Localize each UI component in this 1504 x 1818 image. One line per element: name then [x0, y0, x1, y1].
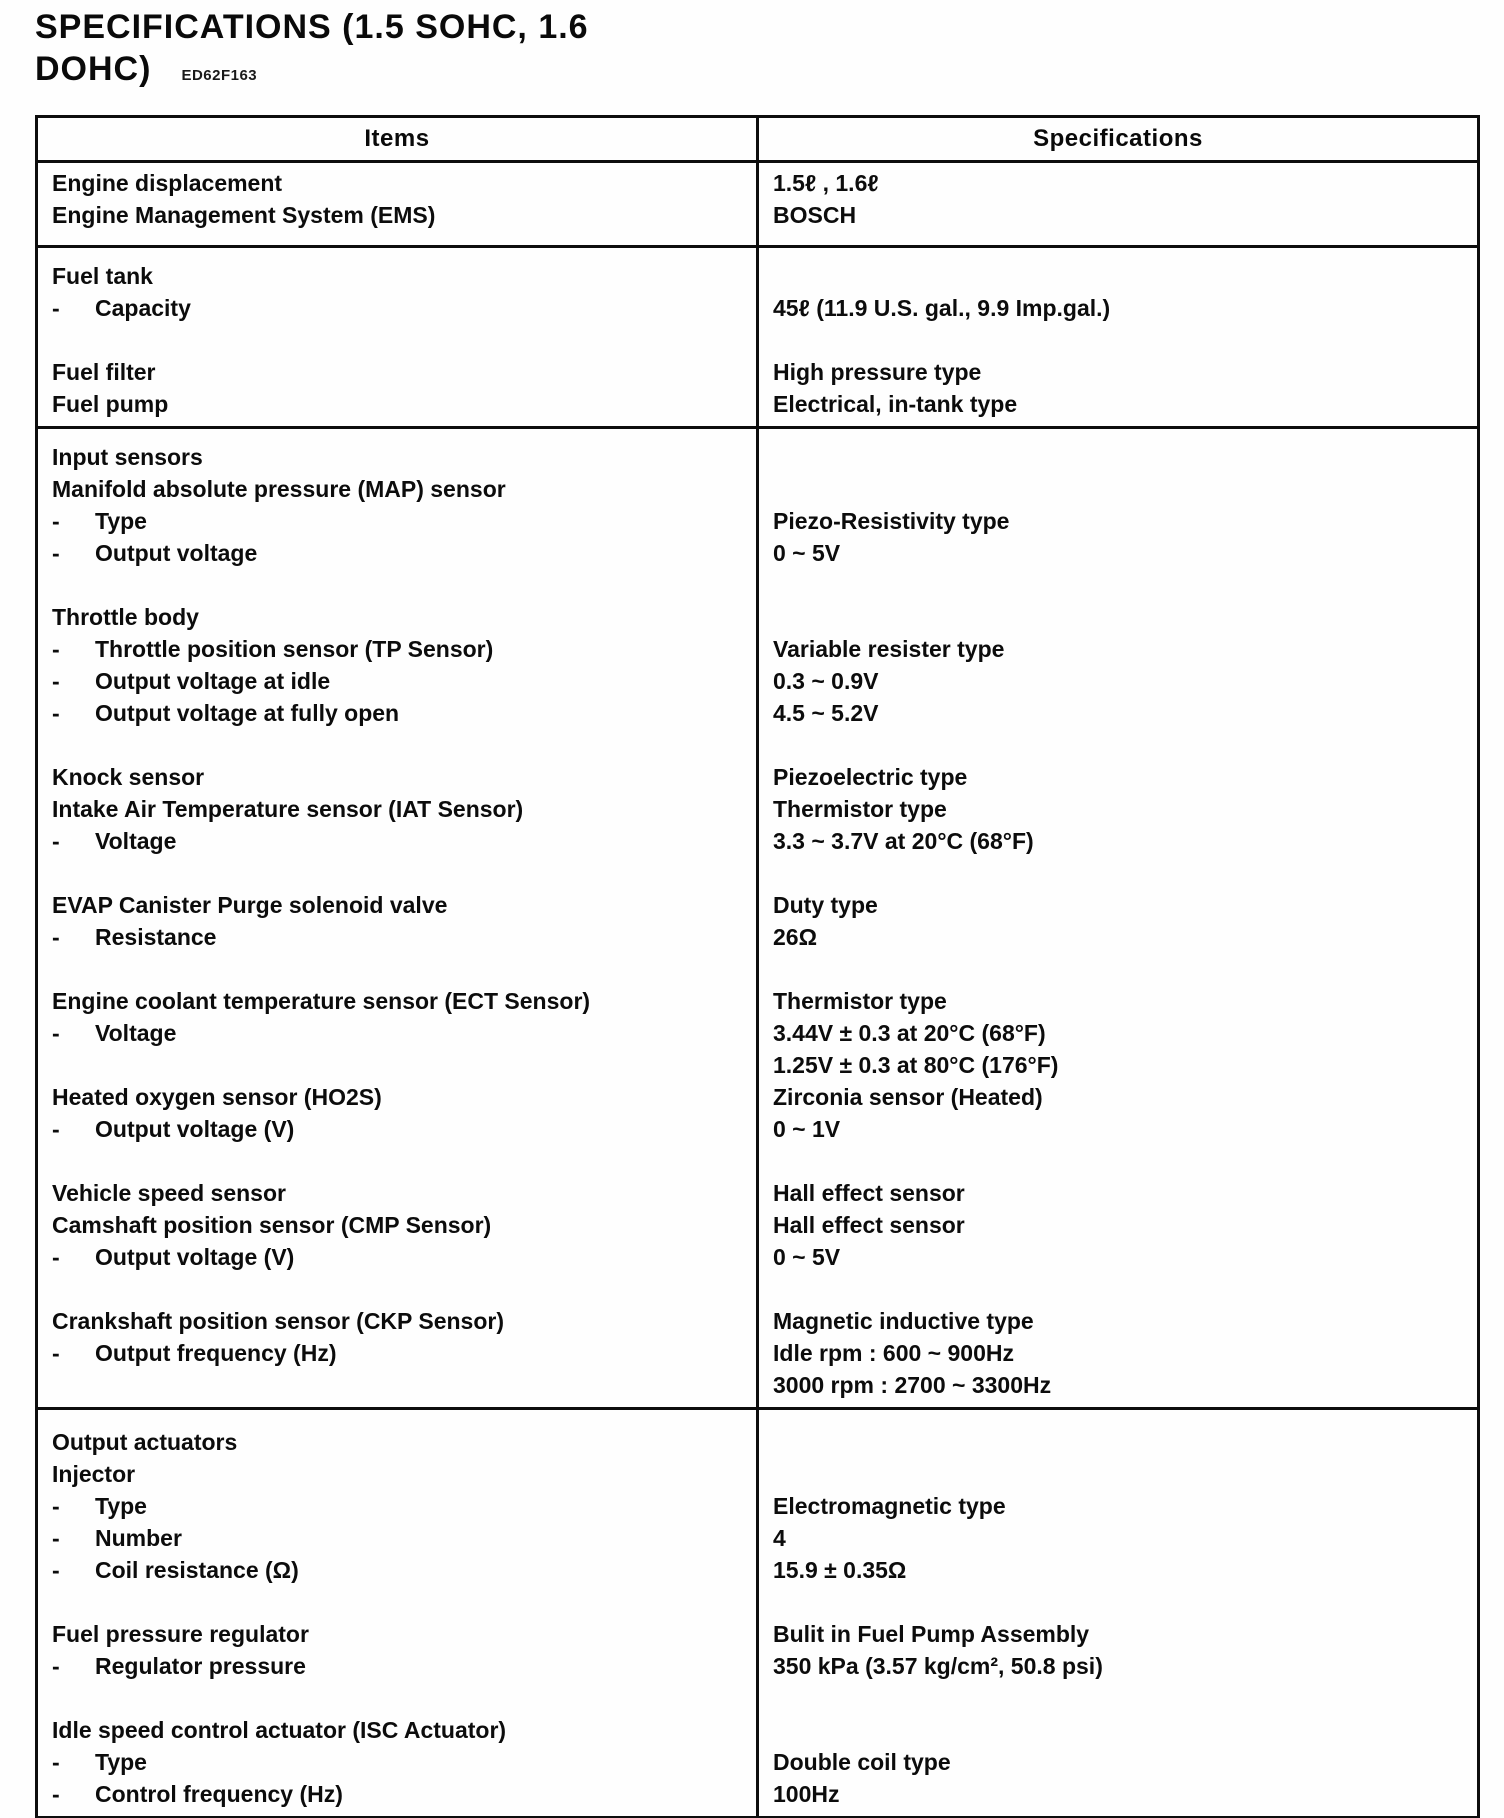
- item-label: Regulator pressure: [95, 1653, 306, 1679]
- spec-line: 3.44V ± 0.3 at 20°C (68°F): [773, 1020, 1046, 1046]
- table-section-engine: [37, 162, 1479, 247]
- item-line: [52, 633, 746, 665]
- item-line: Output actuators: [52, 1429, 238, 1455]
- item-line: Fuel pump: [52, 391, 169, 417]
- item-label: Voltage: [95, 1020, 177, 1046]
- spec-line: Piezoelectric type: [773, 764, 968, 790]
- item-line: [52, 1049, 746, 1081]
- item-line: [52, 1145, 746, 1177]
- item-line: EVAP Canister Purge solenoid valve: [52, 892, 448, 918]
- spec-line: [773, 601, 1467, 633]
- item-line: [52, 921, 746, 953]
- item-label: Capacity: [95, 295, 191, 321]
- spec-line: Hall effect sensor: [773, 1180, 965, 1206]
- spec-line: [773, 569, 1467, 601]
- spec-line: [773, 1145, 1467, 1177]
- item-line: Camshaft position sensor (CMP Sensor): [52, 1212, 492, 1238]
- spec-line: 3000 rpm : 2700 ~ 3300Hz: [773, 1372, 1052, 1398]
- spec-line: [773, 953, 1467, 985]
- item-label: Output voltage at fully open: [95, 700, 400, 726]
- spec-line: BOSCH: [773, 202, 857, 228]
- items-column-header: Items: [37, 117, 758, 162]
- spec-line: 4.5 ~ 5.2V: [773, 700, 879, 726]
- item-label: Type: [95, 508, 147, 534]
- bullet-dash: -: [52, 636, 60, 662]
- items-cell: [37, 162, 758, 247]
- item-line: [52, 1650, 746, 1682]
- item-line: Heated oxygen sensor (HO2S): [52, 1084, 382, 1110]
- specifications-column-header: Specifications: [758, 117, 1479, 162]
- spec-line: 3.3 ~ 3.7V at 20°C (68°F): [773, 828, 1034, 854]
- spec-line: [773, 260, 1467, 292]
- spec-line: [773, 1273, 1467, 1305]
- bullet-dash: -: [52, 1525, 60, 1551]
- item-line: [52, 697, 746, 729]
- spec-line: 100Hz: [773, 1781, 840, 1807]
- spec-line: Bulit in Fuel Pump Assembly: [773, 1621, 1090, 1647]
- item-line: Throttle body: [52, 604, 199, 630]
- bullet-dash: -: [52, 295, 60, 321]
- bullet-dash: -: [52, 924, 60, 950]
- item-line: Fuel pressure regulator: [52, 1621, 309, 1647]
- item-line: [52, 857, 746, 889]
- item-line: [52, 1746, 746, 1778]
- spec-line: [773, 441, 1467, 473]
- item-label: Voltage: [95, 828, 177, 854]
- spec-line: [773, 1458, 1467, 1490]
- specs-cell: [758, 247, 1479, 428]
- bullet-dash: -: [52, 1781, 60, 1807]
- item-line: [52, 953, 746, 985]
- item-line: [52, 324, 746, 356]
- item-line: [52, 665, 746, 697]
- spec-line: Double coil type: [773, 1749, 951, 1775]
- item-line: [52, 1273, 746, 1305]
- spec-line: [773, 729, 1467, 761]
- bullet-dash: -: [52, 1653, 60, 1679]
- spec-line: [773, 1714, 1467, 1746]
- item-line: [52, 1113, 746, 1145]
- items-cell: [37, 428, 758, 1409]
- item-line: Engine Management System (EMS): [52, 202, 436, 228]
- item-line: [52, 1682, 746, 1714]
- spec-line: Magnetic inductive type: [773, 1308, 1034, 1334]
- specs-cell: [758, 1409, 1479, 1818]
- spec-line: 1.5ℓ , 1.6ℓ: [773, 170, 879, 196]
- item-line: [52, 825, 746, 857]
- item-label: Resistance: [95, 924, 217, 950]
- table-header-row: [37, 117, 1479, 162]
- item-line: [52, 729, 746, 761]
- spec-line: [773, 324, 1467, 356]
- spec-line: Duty type: [773, 892, 878, 918]
- bullet-dash: -: [52, 1116, 60, 1142]
- item-line: [52, 1017, 746, 1049]
- spec-line: [773, 857, 1467, 889]
- bullet-dash: -: [52, 668, 60, 694]
- item-line: [52, 1241, 746, 1273]
- page-title-line2: DOHC): [35, 50, 152, 88]
- spec-line: [773, 1682, 1467, 1714]
- item-line: [52, 1554, 746, 1586]
- spec-line: 45ℓ (11.9 U.S. gal., 9.9 Imp.gal.): [773, 295, 1111, 321]
- section-code: ED62F163: [181, 67, 258, 84]
- item-label: Output voltage at idle: [95, 668, 331, 694]
- spec-line: Hall effect sensor: [773, 1212, 965, 1238]
- page-title: [35, 6, 589, 90]
- item-line: Fuel tank: [52, 263, 153, 289]
- item-line: Fuel filter: [52, 359, 156, 385]
- item-line: [52, 505, 746, 537]
- spec-line: Zirconia sensor (Heated): [773, 1084, 1043, 1110]
- spec-line: Variable resister type: [773, 636, 1005, 662]
- item-line: Manifold absolute pressure (MAP) sensor: [52, 476, 506, 502]
- item-label: Type: [95, 1749, 147, 1775]
- item-line: Idle speed control actuator (ISC Actuator): [52, 1717, 507, 1743]
- spec-line: 0 ~ 5V: [773, 540, 841, 566]
- bullet-dash: -: [52, 508, 60, 534]
- spec-line: Idle rpm : 600 ~ 900Hz: [773, 1340, 1014, 1366]
- item-line: [52, 1369, 746, 1401]
- item-line: [52, 1337, 746, 1369]
- bullet-dash: -: [52, 1020, 60, 1046]
- bullet-dash: -: [52, 1244, 60, 1270]
- item-label: Type: [95, 1493, 147, 1519]
- items-cell: [37, 1409, 758, 1818]
- spec-line: 26Ω: [773, 924, 818, 950]
- item-label: Number: [95, 1525, 182, 1551]
- spec-line: Thermistor type: [773, 988, 947, 1014]
- item-line: [52, 1490, 746, 1522]
- specs-cell: [758, 428, 1479, 1409]
- item-line: Crankshaft position sensor (CKP Sensor): [52, 1308, 504, 1334]
- item-label: Output voltage (V): [95, 1116, 295, 1142]
- item-line: Engine coolant temperature sensor (ECT Sensor): [52, 988, 591, 1014]
- table-section-input-sensors: [37, 428, 1479, 1409]
- table-section-output-actuators: [37, 1409, 1479, 1818]
- item-line: [52, 569, 746, 601]
- item-line: Input sensors: [52, 444, 203, 470]
- item-line: Knock sensor: [52, 764, 205, 790]
- spec-line: 0 ~ 1V: [773, 1116, 841, 1142]
- item-line: Vehicle speed sensor: [52, 1180, 286, 1206]
- item-label: Output frequency (Hz): [95, 1340, 337, 1366]
- bullet-dash: -: [52, 1493, 60, 1519]
- item-line: [52, 1586, 746, 1618]
- bullet-dash: -: [52, 1749, 60, 1775]
- spec-line: Electromagnetic type: [773, 1493, 1006, 1519]
- items-cell: [37, 247, 758, 428]
- page-title-line1: SPECIFICATIONS (1.5 SOHC, 1.6: [35, 8, 589, 46]
- spec-line: Thermistor type: [773, 796, 947, 822]
- specifications-table: [35, 115, 1480, 1818]
- item-line: Engine displacement: [52, 170, 283, 196]
- specs-cell: [758, 162, 1479, 247]
- bullet-dash: -: [52, 1340, 60, 1366]
- item-line: Intake Air Temperature sensor (IAT Sensor): [52, 796, 524, 822]
- spec-line: [773, 1426, 1467, 1458]
- spec-line: 0.3 ~ 0.9V: [773, 668, 879, 694]
- bullet-dash: -: [52, 1557, 60, 1583]
- spec-line: Electrical, in-tank type: [773, 391, 1018, 417]
- item-line: [52, 292, 746, 324]
- spec-line: 0 ~ 5V: [773, 1244, 841, 1270]
- item-label: Output voltage: [95, 540, 258, 566]
- spec-line: [773, 1586, 1467, 1618]
- spec-line: [773, 473, 1467, 505]
- spec-line: 4: [773, 1525, 786, 1551]
- item-line: [52, 1778, 746, 1810]
- item-label: Output voltage (V): [95, 1244, 295, 1270]
- spec-line: 350 kPa (3.57 kg/cm², 50.8 psi): [773, 1653, 1103, 1679]
- item-line: [52, 537, 746, 569]
- item-label: Control frequency (Hz): [95, 1781, 343, 1807]
- spec-line: 1.25V ± 0.3 at 80°C (176°F): [773, 1052, 1059, 1078]
- bullet-dash: -: [52, 828, 60, 854]
- spec-line: High pressure type: [773, 359, 982, 385]
- item-label: Coil resistance (Ω): [95, 1557, 299, 1583]
- bullet-dash: -: [52, 540, 60, 566]
- table-section-fuel: [37, 247, 1479, 428]
- spec-line: 15.9 ± 0.35Ω: [773, 1557, 907, 1583]
- spec-line: Piezo-Resistivity type: [773, 508, 1010, 534]
- bullet-dash: -: [52, 700, 60, 726]
- item-label: Throttle position sensor (TP Sensor): [95, 636, 494, 662]
- item-line: Injector: [52, 1461, 136, 1487]
- item-line: [52, 1522, 746, 1554]
